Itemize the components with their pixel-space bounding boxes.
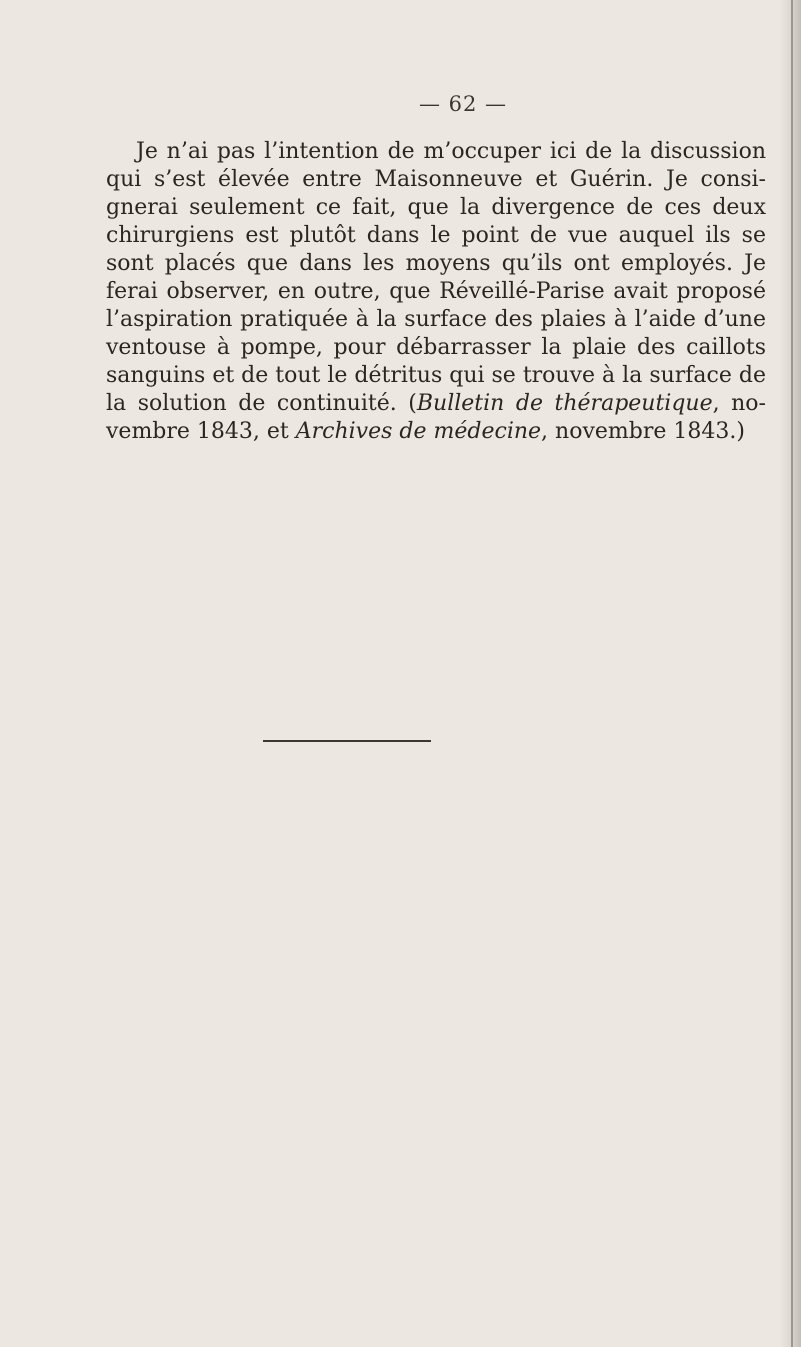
page-number-header: — 62 — [418, 92, 508, 116]
paragraph-line-citation-2 [106, 418, 766, 446]
citation-title-bulletin: Bulletin de thérapeutique [416, 391, 713, 416]
paragraph-line: gnerai seulement ce fait, que la divergence de ces deux [106, 195, 766, 220]
paragraph-line: sanguins et de tout le détritus qui se trouve à la surface de [106, 363, 766, 388]
citation-text: , no- [712, 391, 766, 416]
section-divider-rule [263, 740, 431, 742]
page-edge-shadow [779, 0, 801, 1347]
paragraph-line: ferai observer, en outre, que Réveillé-Parise avait proposé [106, 279, 766, 304]
citation-text: , novembre 1843.) [541, 419, 745, 444]
citation-title-archives: Archives de médecine [295, 419, 542, 444]
paragraph-line: Je n’ai pas l’intention de m’occuper ici de la discussion [136, 139, 766, 164]
citation-text: vembre 1843, et [106, 419, 296, 444]
page-edge-line [791, 0, 793, 1347]
paragraph-line: sont placés que dans les moyens qu’ils ont employés. Je [106, 251, 766, 276]
paragraph [106, 138, 766, 446]
paragraph-line-citation-1 [106, 390, 766, 418]
citation-text: la solution de continuité. ( [106, 391, 417, 416]
paragraph-line: chirurgiens est plutôt dans le point de vue auquel ils se [106, 223, 766, 248]
paragraph-line: qui s’est élevée entre Maisonneuve et Guérin. Je consi- [106, 167, 766, 192]
paragraph-line: ventouse à pompe, pour débarrasser la plaie des caillots [106, 335, 766, 360]
paragraph-line: l’aspiration pratiquée à la surface des plaies à l’aide d’une [106, 307, 766, 332]
